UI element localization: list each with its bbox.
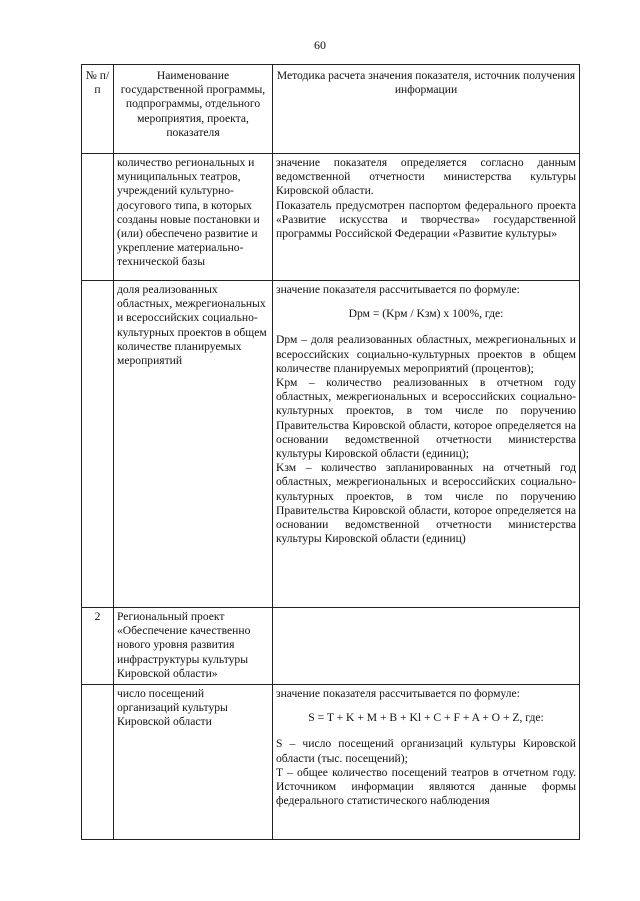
method-paragraph: Kрм – количество реализованных в отчетном году областных, межрегиональных и всероссийских социально-культурных проектов, в том числе по поручению Правительства Кировской области, которое определяется на основании ведомственной отчетности министерства культуры Кировской области (единиц);: [276, 376, 576, 461]
project-name: Региональный проект «Обеспечение качественно нового уровня развития инфраструктуры культуры Кировской области»: [114, 608, 273, 685]
formula: Dрм = (Kрм / Kзм) х 100%, где:: [348, 307, 504, 321]
method-cell: [273, 685, 580, 840]
page-number: 60: [314, 38, 326, 52]
table-header-row: [82, 65, 580, 154]
row-num: 2: [82, 608, 114, 685]
method-intro: значение показателя рассчитывается по формуле:: [276, 283, 520, 296]
header-num: № п/п: [82, 65, 114, 154]
table-row: [82, 281, 580, 608]
table-row: [82, 608, 580, 685]
method-paragraph: значение показателя определяется согласно данным ведомственной отчетности министерства культуры Кировской области.: [276, 156, 576, 198]
method-cell: [273, 154, 580, 281]
indicator-name: количество региональных и муниципальных театров, учреждений культурно-досугового типа, в которых созданы новые постановки и (или) обеспечено развитие и укрепление материально-технической базы: [114, 154, 273, 281]
indicator-name: число посещений организаций культуры Кировской области: [114, 685, 273, 840]
method-cell: [273, 281, 580, 608]
header-name: Наименование государственной программы, подпрограммы, отдельного мероприятия, проекта, показателя: [114, 65, 273, 154]
method-paragraph: Показатель предусмотрен паспортом федерального проекта «Развитие искусства и творчества» государственной программы Российской Федерации «Развитие культуры»: [276, 198, 576, 241]
table-row: [82, 685, 580, 840]
table-row: [82, 154, 580, 281]
formula: S = T + K + M + B + Kl + C + F + A + O + Z, где:: [308, 711, 544, 725]
row-num: [82, 281, 114, 608]
method-paragraph: T – общее количество посещений театров в отчетном году. Источником информации являются данные формы федерального статистического наблюдения: [276, 765, 576, 808]
row-num: [82, 685, 114, 840]
method-paragraph: Dрм – доля реализованных областных, межрегиональных и всероссийских социально-культурных проектов в общем количестве планируемых мероприятий (процентов);: [276, 333, 576, 375]
method-paragraph: Kзм – количество запланированных на отчетный год областных, межрегиональных и всероссийских социально-культурных проектов, в том числе по поручению Правительства Кировской области, которое определяется на основании ведомственной отчетности министерства культуры Кировской области (единиц): [276, 461, 576, 546]
method-cell: [273, 608, 580, 685]
method-paragraph: S – число посещений организаций культуры Кировской области (тыс. посещений);: [276, 737, 576, 765]
method-intro: значение показателя рассчитывается по формуле:: [276, 687, 520, 700]
row-num: [82, 154, 114, 281]
header-method: Методика расчета значения показателя, источник получения информации: [273, 65, 580, 154]
indicator-table: [81, 64, 580, 840]
indicator-name: доля реализованных областных, межрегиональных и всероссийских социально-культурных проектов в общем количестве планируемых мероприятий: [114, 281, 273, 608]
